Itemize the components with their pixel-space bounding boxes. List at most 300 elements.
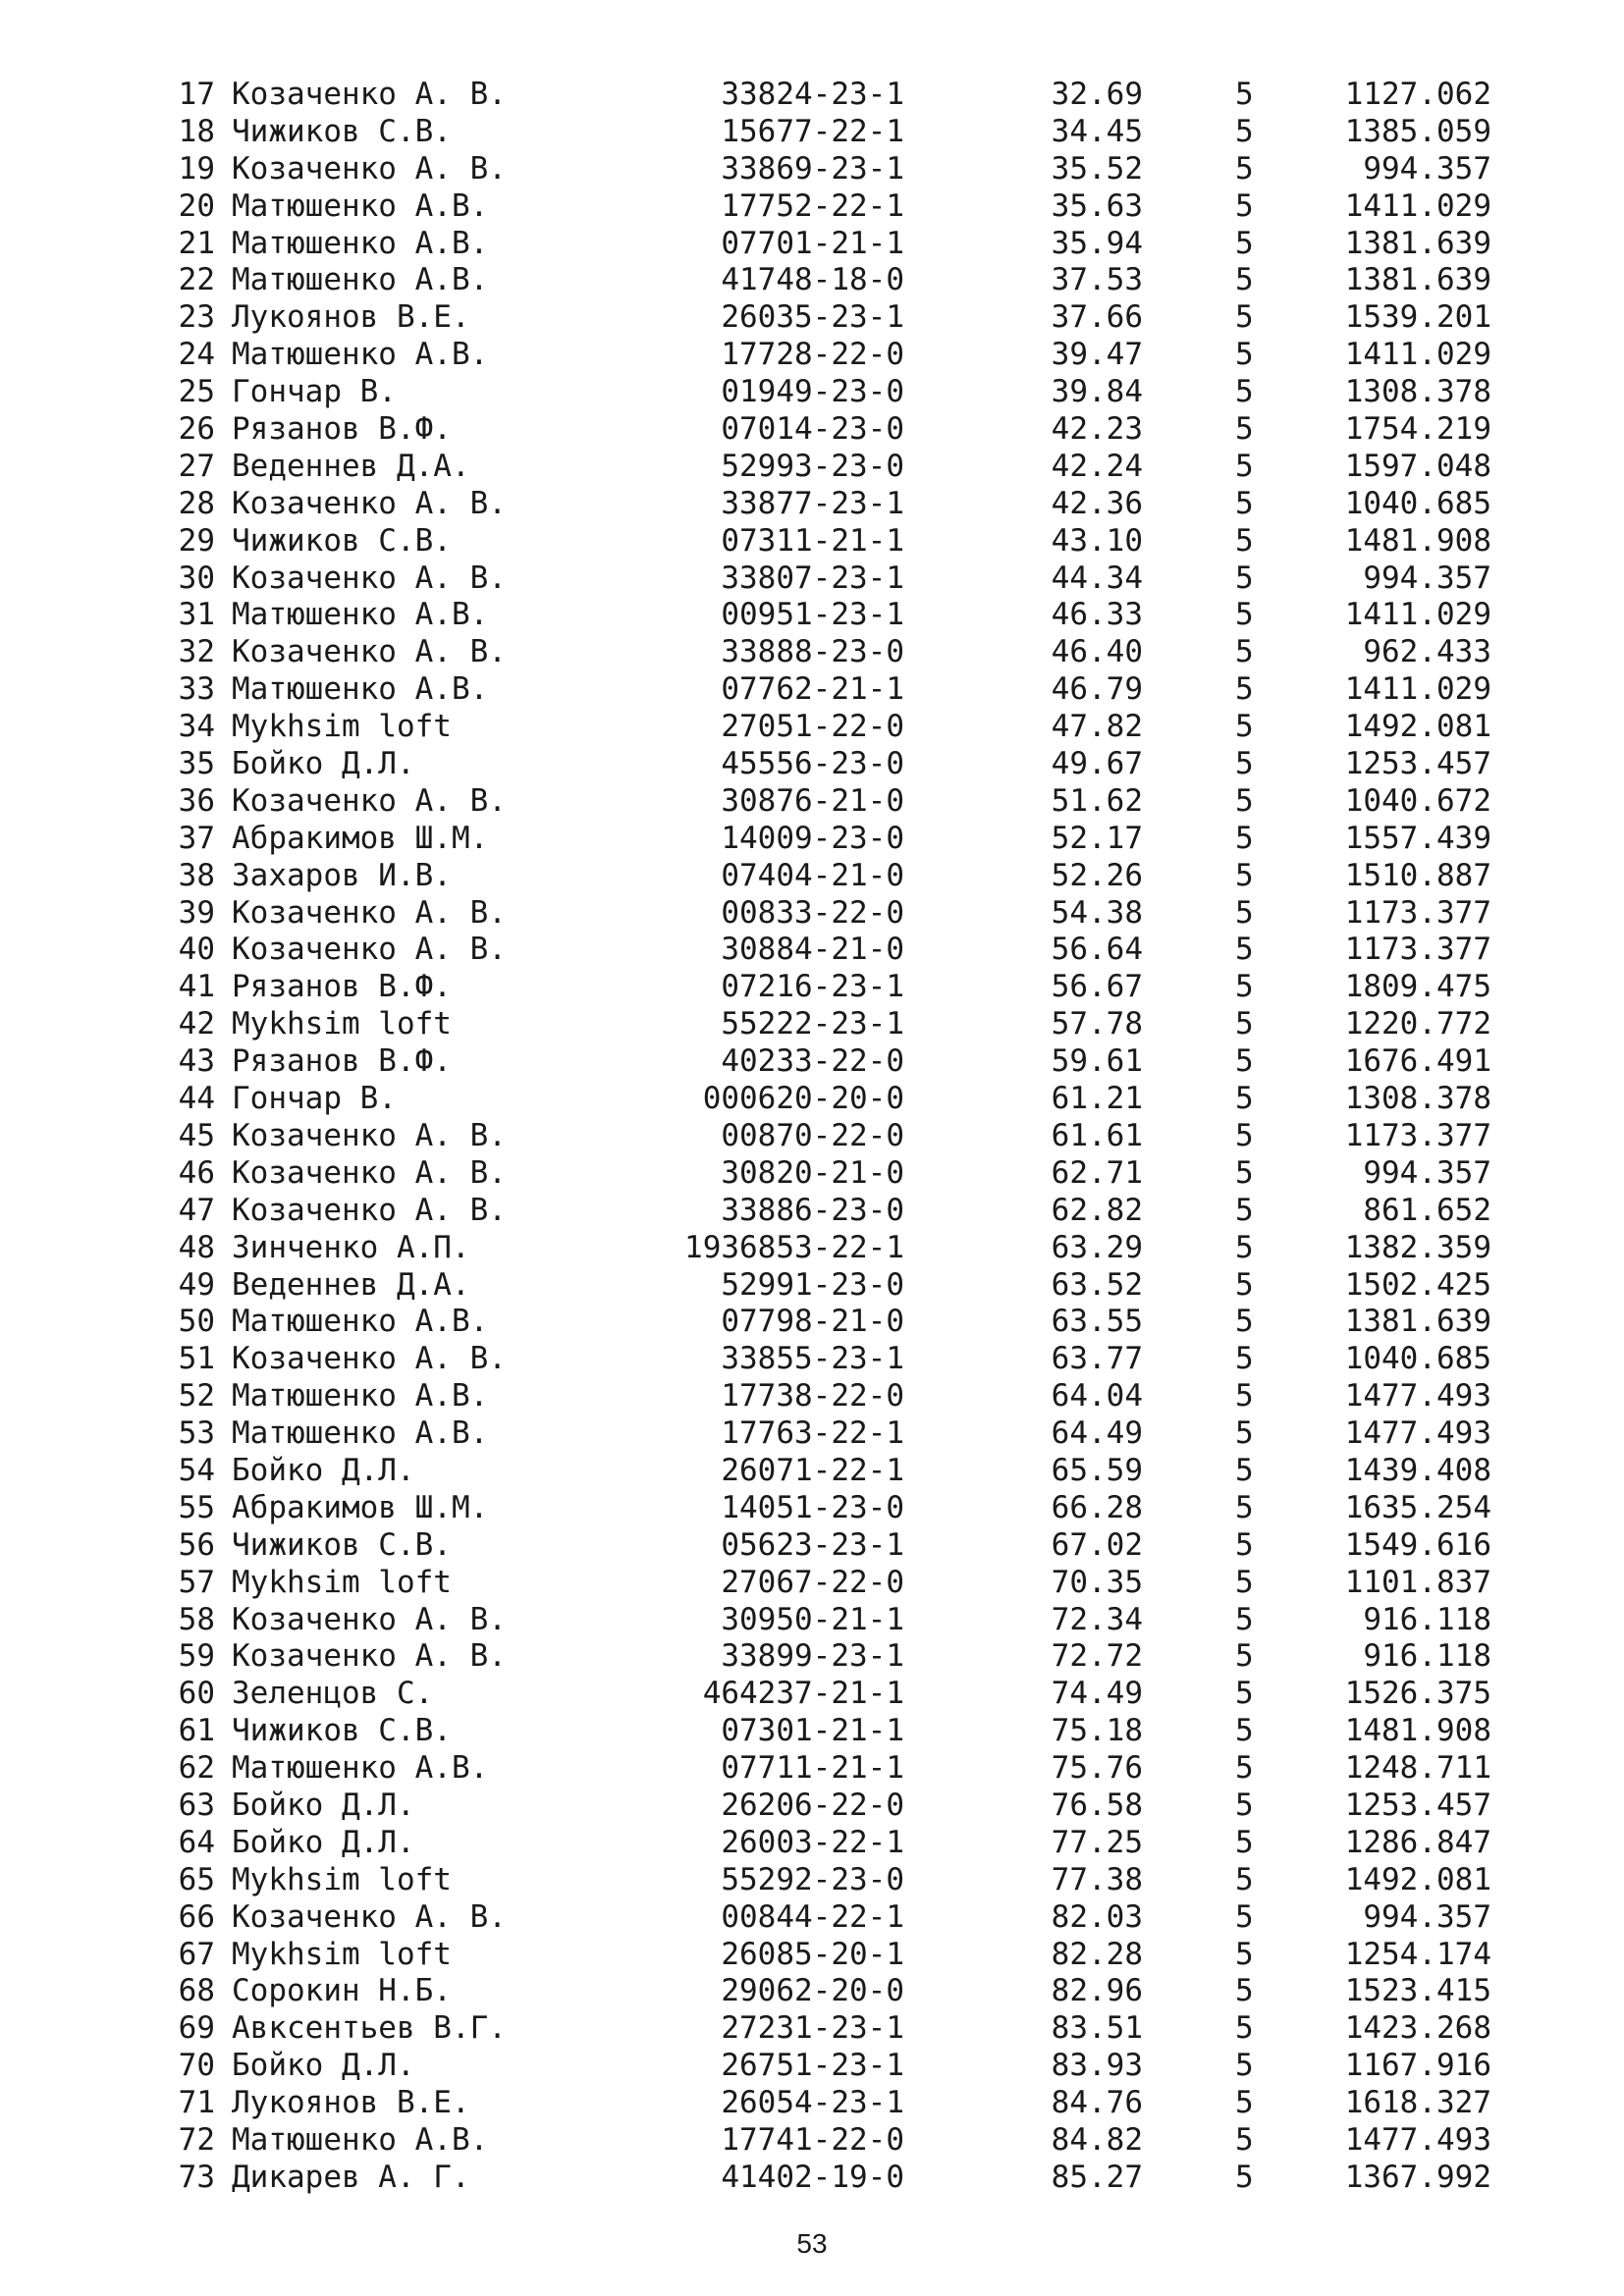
registration-code: 07404-21-0 xyxy=(721,857,904,893)
registration-code: 00870-22-0 xyxy=(721,1117,904,1153)
registration-code: 01949-23-0 xyxy=(721,374,904,410)
participant-name: Матюшенко А.В. xyxy=(232,225,489,261)
grade-value: 5 xyxy=(1235,1378,1254,1415)
points-value: 1676.491 xyxy=(1344,1043,1491,1080)
table-row xyxy=(0,1453,1624,1490)
points-value: 1381.639 xyxy=(1344,1304,1491,1340)
result-time: 37.66 xyxy=(1051,299,1143,336)
table-row xyxy=(0,226,1624,263)
row-number: 24 xyxy=(178,337,215,373)
row-number: 42 xyxy=(178,1006,215,1042)
grade-value: 5 xyxy=(1235,597,1254,633)
result-time: 63.52 xyxy=(1051,1266,1143,1303)
points-value: 1381.639 xyxy=(1344,262,1491,298)
registration-code: 26035-23-1 xyxy=(721,299,904,336)
table-row xyxy=(0,709,1624,746)
participant-name: Mykhsim loft xyxy=(232,1006,452,1042)
table-row xyxy=(0,1825,1624,1862)
row-number: 47 xyxy=(178,1192,215,1228)
table-row xyxy=(0,1230,1624,1267)
participant-name: Веденнев Д.А. xyxy=(232,448,470,484)
result-time: 52.26 xyxy=(1051,857,1143,893)
table-row xyxy=(0,2122,1624,2160)
row-number: 31 xyxy=(178,597,215,633)
points-value: 1253.457 xyxy=(1344,746,1491,782)
registration-code: 00951-23-1 xyxy=(721,597,904,633)
row-number: 46 xyxy=(178,1154,215,1191)
points-value: 1308.378 xyxy=(1344,374,1491,410)
registration-code: 33886-23-0 xyxy=(721,1192,904,1228)
row-number: 56 xyxy=(178,1526,215,1563)
registration-code: 07311-21-1 xyxy=(721,522,904,559)
points-value: 1477.493 xyxy=(1344,2121,1491,2158)
grade-value: 5 xyxy=(1235,1601,1254,1637)
registration-code: 30950-21-1 xyxy=(721,1601,904,1637)
result-time: 64.04 xyxy=(1051,1378,1143,1415)
table-row xyxy=(0,1565,1624,1602)
points-value: 1477.493 xyxy=(1344,1415,1491,1452)
row-number: 58 xyxy=(178,1601,215,1637)
grade-value: 5 xyxy=(1235,1154,1254,1191)
row-number: 55 xyxy=(178,1489,215,1525)
grade-value: 5 xyxy=(1235,1824,1254,1860)
table-row xyxy=(0,1081,1624,1118)
registration-code: 26085-20-1 xyxy=(721,1936,904,1972)
points-value: 1481.908 xyxy=(1344,1713,1491,1749)
grade-value: 5 xyxy=(1235,969,1254,1005)
registration-code: 07301-21-1 xyxy=(721,1713,904,1749)
participant-name: Козаченко А. В. xyxy=(232,1117,507,1153)
result-time: 66.28 xyxy=(1051,1489,1143,1525)
registration-code: 26751-23-1 xyxy=(721,2048,904,2084)
row-number: 51 xyxy=(178,1341,215,1377)
row-number: 64 xyxy=(178,1824,215,1860)
row-number: 44 xyxy=(178,1081,215,1117)
participant-name: Козаченко А. В. xyxy=(232,1154,507,1191)
registration-code: 05623-23-1 xyxy=(721,1526,904,1563)
registration-code: 40233-22-0 xyxy=(721,1043,904,1080)
grade-value: 5 xyxy=(1235,2048,1254,2084)
grade-value: 5 xyxy=(1235,709,1254,745)
participant-name: Авксентьев В.Г. xyxy=(232,2010,507,2047)
result-time: 59.61 xyxy=(1051,1043,1143,1080)
grade-value: 5 xyxy=(1235,1713,1254,1749)
row-number: 54 xyxy=(178,1452,215,1488)
registration-code: 52991-23-0 xyxy=(721,1266,904,1303)
result-time: 35.63 xyxy=(1051,187,1143,224)
table-row xyxy=(0,671,1624,709)
participant-name: Лукоянов В.Е. xyxy=(232,2085,470,2121)
registration-code: 33824-23-1 xyxy=(721,77,904,112)
result-time: 74.49 xyxy=(1051,1676,1143,1712)
table-row xyxy=(0,77,1624,114)
participant-name: Рязанов В.Ф. xyxy=(232,969,452,1005)
participant-name: Гончар В. xyxy=(232,374,397,410)
row-number: 70 xyxy=(178,2048,215,2084)
grade-value: 5 xyxy=(1235,1936,1254,1972)
registration-code: 33807-23-1 xyxy=(721,560,904,596)
result-time: 37.53 xyxy=(1051,262,1143,298)
registration-code: 14051-23-0 xyxy=(721,1489,904,1525)
grade-value: 5 xyxy=(1235,746,1254,782)
result-time: 46.40 xyxy=(1051,634,1143,670)
participant-name: Чижиков С.В. xyxy=(232,1526,452,1563)
grade-value: 5 xyxy=(1235,1750,1254,1787)
points-value: 1411.029 xyxy=(1344,337,1491,373)
result-time: 65.59 xyxy=(1051,1452,1143,1488)
participant-name: Абракимов Ш.М. xyxy=(232,820,489,856)
result-time: 46.79 xyxy=(1051,671,1143,708)
participant-name: Козаченко А. В. xyxy=(232,1898,507,1935)
points-value: 994.357 xyxy=(1363,1154,1491,1191)
participant-name: Зинченко А.П. xyxy=(232,1229,470,1265)
result-time: 84.76 xyxy=(1051,2085,1143,2121)
result-time: 44.34 xyxy=(1051,560,1143,596)
row-number: 53 xyxy=(178,1415,215,1452)
table-row xyxy=(0,1602,1624,1639)
row-number: 38 xyxy=(178,857,215,893)
registration-code: 41748-18-0 xyxy=(721,262,904,298)
result-time: 77.38 xyxy=(1051,1861,1143,1897)
result-time: 42.36 xyxy=(1051,485,1143,521)
participant-name: Матюшенко А.В. xyxy=(232,1750,489,1787)
result-time: 35.94 xyxy=(1051,225,1143,261)
points-value: 1618.327 xyxy=(1344,2085,1491,2121)
grade-value: 5 xyxy=(1235,1117,1254,1153)
participant-name: Бойко Д.Л. xyxy=(232,1452,415,1488)
result-time: 39.47 xyxy=(1051,337,1143,373)
result-time: 77.25 xyxy=(1051,1824,1143,1860)
result-time: 61.61 xyxy=(1051,1117,1143,1153)
table-row xyxy=(0,597,1624,634)
participant-name: Mykhsim loft xyxy=(232,1861,452,1897)
participant-name: Mykhsim loft xyxy=(232,1564,452,1600)
result-time: 34.45 xyxy=(1051,113,1143,149)
participant-name: Козаченко А. В. xyxy=(232,150,507,187)
grade-value: 5 xyxy=(1235,820,1254,856)
grade-value: 5 xyxy=(1235,1564,1254,1600)
result-time: 54.38 xyxy=(1051,894,1143,931)
row-number: 52 xyxy=(178,1378,215,1415)
points-value: 1549.616 xyxy=(1344,1526,1491,1563)
row-number: 48 xyxy=(178,1229,215,1265)
grade-value: 5 xyxy=(1235,225,1254,261)
points-value: 916.118 xyxy=(1363,1601,1491,1637)
result-time: 70.35 xyxy=(1051,1564,1143,1600)
table-row xyxy=(0,1193,1624,1230)
points-value: 1286.847 xyxy=(1344,1824,1491,1860)
participant-name: Козаченко А. В. xyxy=(232,782,507,819)
table-row xyxy=(0,1043,1624,1081)
grade-value: 5 xyxy=(1235,560,1254,596)
row-number: 57 xyxy=(178,1564,215,1600)
registration-code: 17738-22-0 xyxy=(721,1378,904,1415)
row-number: 68 xyxy=(178,1973,215,2009)
participant-name: Матюшенко А.В. xyxy=(232,1378,489,1415)
registration-code: 27231-23-1 xyxy=(721,2010,904,2047)
participant-name: Рязанов В.Ф. xyxy=(232,1043,452,1080)
points-value: 994.357 xyxy=(1363,150,1491,187)
result-time: 32.69 xyxy=(1051,77,1143,112)
table-row xyxy=(0,337,1624,374)
registration-code: 29062-20-0 xyxy=(721,1973,904,2009)
results-table xyxy=(0,77,1624,2197)
registration-code: 33888-23-0 xyxy=(721,634,904,670)
grade-value: 5 xyxy=(1235,1861,1254,1897)
grade-value: 5 xyxy=(1235,1973,1254,2009)
result-time: 43.10 xyxy=(1051,522,1143,559)
row-number: 22 xyxy=(178,262,215,298)
result-time: 62.71 xyxy=(1051,1154,1143,1191)
table-row xyxy=(0,1750,1624,1788)
row-number: 65 xyxy=(178,1861,215,1897)
participant-name: Козаченко А. В. xyxy=(232,634,507,670)
row-number: 63 xyxy=(178,1787,215,1823)
row-number: 32 xyxy=(178,634,215,670)
registration-code: 00844-22-1 xyxy=(721,1898,904,1935)
participant-name: Сорокин Н.Б. xyxy=(232,1973,452,2009)
registration-code: 52993-23-0 xyxy=(721,448,904,484)
registration-code: 45556-23-0 xyxy=(721,746,904,782)
row-number: 73 xyxy=(178,2159,215,2195)
row-number: 29 xyxy=(178,522,215,559)
result-time: 42.24 xyxy=(1051,448,1143,484)
row-number: 39 xyxy=(178,894,215,931)
grade-value: 5 xyxy=(1235,932,1254,968)
table-row xyxy=(0,1304,1624,1341)
result-time: 76.58 xyxy=(1051,1787,1143,1823)
result-time: 47.82 xyxy=(1051,709,1143,745)
result-time: 67.02 xyxy=(1051,1526,1143,1563)
grade-value: 5 xyxy=(1235,1304,1254,1340)
grade-value: 5 xyxy=(1235,522,1254,559)
points-value: 1254.174 xyxy=(1344,1936,1491,1972)
result-time: 83.93 xyxy=(1051,2048,1143,2084)
row-number: 72 xyxy=(178,2121,215,2158)
page-number: 53 xyxy=(796,2228,828,2259)
row-number: 23 xyxy=(178,299,215,336)
registration-code: 33869-23-1 xyxy=(721,150,904,187)
registration-code: 30820-21-0 xyxy=(721,1154,904,1191)
points-value: 1557.439 xyxy=(1344,820,1491,856)
points-value: 1248.711 xyxy=(1344,1750,1491,1787)
registration-code: 27067-22-0 xyxy=(721,1564,904,1600)
points-value: 1597.048 xyxy=(1344,448,1491,484)
table-row xyxy=(0,1973,1624,2010)
points-value: 1173.377 xyxy=(1344,932,1491,968)
result-time: 35.52 xyxy=(1051,150,1143,187)
registration-code: 17728-22-0 xyxy=(721,337,904,373)
grade-value: 5 xyxy=(1235,1006,1254,1042)
participant-name: Бойко Д.Л. xyxy=(232,1824,415,1860)
table-row xyxy=(0,523,1624,561)
result-time: 84.82 xyxy=(1051,2121,1143,2158)
table-row xyxy=(0,1490,1624,1527)
grade-value: 5 xyxy=(1235,857,1254,893)
registration-code: 15677-22-1 xyxy=(721,113,904,149)
row-number: 45 xyxy=(178,1117,215,1153)
grade-value: 5 xyxy=(1235,299,1254,336)
grade-value: 5 xyxy=(1235,1676,1254,1712)
grade-value: 5 xyxy=(1235,1787,1254,1823)
points-value: 1167.916 xyxy=(1344,2048,1491,2084)
participant-name: Абракимов Ш.М. xyxy=(232,1489,489,1525)
points-value: 1040.685 xyxy=(1344,485,1491,521)
result-time: 72.72 xyxy=(1051,1638,1143,1675)
grade-value: 5 xyxy=(1235,262,1254,298)
result-time: 56.67 xyxy=(1051,969,1143,1005)
result-time: 51.62 xyxy=(1051,782,1143,819)
grade-value: 5 xyxy=(1235,2159,1254,2195)
participant-name: Матюшенко А.В. xyxy=(232,671,489,708)
participant-name: Гончар В. xyxy=(232,1081,397,1117)
registration-code: 55292-23-0 xyxy=(721,1861,904,1897)
table-row xyxy=(0,486,1624,523)
result-time: 82.28 xyxy=(1051,1936,1143,1972)
registration-code: 27051-22-0 xyxy=(721,709,904,745)
participant-name: Матюшенко А.В. xyxy=(232,1304,489,1340)
participant-name: Матюшенко А.В. xyxy=(232,262,489,298)
result-time: 49.67 xyxy=(1051,746,1143,782)
table-row xyxy=(0,1415,1624,1453)
row-number: 35 xyxy=(178,746,215,782)
row-number: 50 xyxy=(178,1304,215,1340)
grade-value: 5 xyxy=(1235,782,1254,819)
result-time: 62.82 xyxy=(1051,1192,1143,1228)
table-row xyxy=(0,1527,1624,1565)
table-row xyxy=(0,2010,1624,2048)
registration-code: 41402-19-0 xyxy=(721,2159,904,2195)
participant-name: Чижиков С.В. xyxy=(232,1713,452,1749)
row-number: 30 xyxy=(178,560,215,596)
grade-value: 5 xyxy=(1235,1081,1254,1117)
table-row xyxy=(0,1006,1624,1043)
row-number: 37 xyxy=(178,820,215,856)
row-number: 34 xyxy=(178,709,215,745)
registration-code: 07216-23-1 xyxy=(721,969,904,1005)
registration-code: 30876-21-0 xyxy=(721,782,904,819)
points-value: 994.357 xyxy=(1363,1898,1491,1935)
points-value: 1173.377 xyxy=(1344,894,1491,931)
grade-value: 5 xyxy=(1235,1341,1254,1377)
points-value: 1809.475 xyxy=(1344,969,1491,1005)
registration-code: 07014-23-0 xyxy=(721,411,904,448)
participant-name: Дикарев А. Г. xyxy=(232,2159,470,2195)
table-row xyxy=(0,783,1624,821)
grade-value: 5 xyxy=(1235,113,1254,149)
table-row xyxy=(0,1899,1624,1937)
points-value: 1173.377 xyxy=(1344,1117,1491,1153)
table-row xyxy=(0,2048,1624,2085)
points-value: 1481.908 xyxy=(1344,522,1491,559)
grade-value: 5 xyxy=(1235,1415,1254,1452)
grade-value: 5 xyxy=(1235,671,1254,708)
points-value: 1492.081 xyxy=(1344,1861,1491,1897)
row-number: 67 xyxy=(178,1936,215,1972)
points-value: 1526.375 xyxy=(1344,1676,1491,1712)
row-number: 59 xyxy=(178,1638,215,1675)
points-value: 1381.639 xyxy=(1344,225,1491,261)
grade-value: 5 xyxy=(1235,187,1254,224)
table-row xyxy=(0,374,1624,411)
points-value: 1502.425 xyxy=(1344,1266,1491,1303)
grade-value: 5 xyxy=(1235,1489,1254,1525)
points-value: 1539.201 xyxy=(1344,299,1491,336)
table-row xyxy=(0,2085,1624,2122)
participant-name: Козаченко А. В. xyxy=(232,485,507,521)
grade-value: 5 xyxy=(1235,1638,1254,1675)
grade-value: 5 xyxy=(1235,2085,1254,2121)
points-value: 861.652 xyxy=(1363,1192,1491,1228)
registration-code: 26071-22-1 xyxy=(721,1452,904,1488)
table-row xyxy=(0,1638,1624,1676)
row-number: 19 xyxy=(178,150,215,187)
result-time: 83.51 xyxy=(1051,2010,1143,2047)
participant-name: Зеленцов С. xyxy=(232,1676,434,1712)
points-value: 1040.672 xyxy=(1344,782,1491,819)
table-row xyxy=(0,634,1624,671)
participant-name: Лукоянов В.Е. xyxy=(232,299,470,336)
participant-name: Козаченко А. В. xyxy=(232,894,507,931)
table-row xyxy=(0,858,1624,895)
row-number: 61 xyxy=(178,1713,215,1749)
registration-code: 000620-20-0 xyxy=(702,1081,904,1117)
points-value: 1382.359 xyxy=(1344,1229,1491,1265)
table-row xyxy=(0,1378,1624,1415)
registration-code: 33899-23-1 xyxy=(721,1638,904,1675)
row-number: 33 xyxy=(178,671,215,708)
table-row xyxy=(0,411,1624,449)
registration-code: 26206-22-0 xyxy=(721,1787,904,1823)
table-row xyxy=(0,299,1624,337)
grade-value: 5 xyxy=(1235,448,1254,484)
grade-value: 5 xyxy=(1235,2010,1254,2047)
grade-value: 5 xyxy=(1235,894,1254,931)
result-time: 75.18 xyxy=(1051,1713,1143,1749)
result-time: 52.17 xyxy=(1051,820,1143,856)
registration-code: 17763-22-1 xyxy=(721,1415,904,1452)
points-value: 1510.887 xyxy=(1344,857,1491,893)
grade-value: 5 xyxy=(1235,77,1254,112)
participant-name: Матюшенко А.В. xyxy=(232,2121,489,2158)
result-time: 82.03 xyxy=(1051,1898,1143,1935)
result-time: 85.27 xyxy=(1051,2159,1143,2195)
participant-name: Козаченко А. В. xyxy=(232,1192,507,1228)
grade-value: 5 xyxy=(1235,1526,1254,1563)
table-row xyxy=(0,969,1624,1006)
registration-code: 26003-22-1 xyxy=(721,1824,904,1860)
table-row xyxy=(0,262,1624,299)
registration-code: 30884-21-0 xyxy=(721,932,904,968)
table-row xyxy=(0,1937,1624,1974)
registration-code: 17752-22-1 xyxy=(721,187,904,224)
row-number: 17 xyxy=(178,77,215,112)
result-time: 56.64 xyxy=(1051,932,1143,968)
row-number: 18 xyxy=(178,113,215,149)
registration-code: 1936853-22-1 xyxy=(684,1229,904,1265)
row-number: 26 xyxy=(178,411,215,448)
grade-value: 5 xyxy=(1235,1043,1254,1080)
participant-name: Захаров И.В. xyxy=(232,857,452,893)
participant-name: Чижиков С.В. xyxy=(232,113,452,149)
result-time: 42.23 xyxy=(1051,411,1143,448)
points-value: 1367.992 xyxy=(1344,2159,1491,2195)
result-time: 61.21 xyxy=(1051,1081,1143,1117)
points-value: 1411.029 xyxy=(1344,671,1491,708)
row-number: 28 xyxy=(178,485,215,521)
table-row xyxy=(0,932,1624,969)
registration-code: 55222-23-1 xyxy=(721,1006,904,1042)
